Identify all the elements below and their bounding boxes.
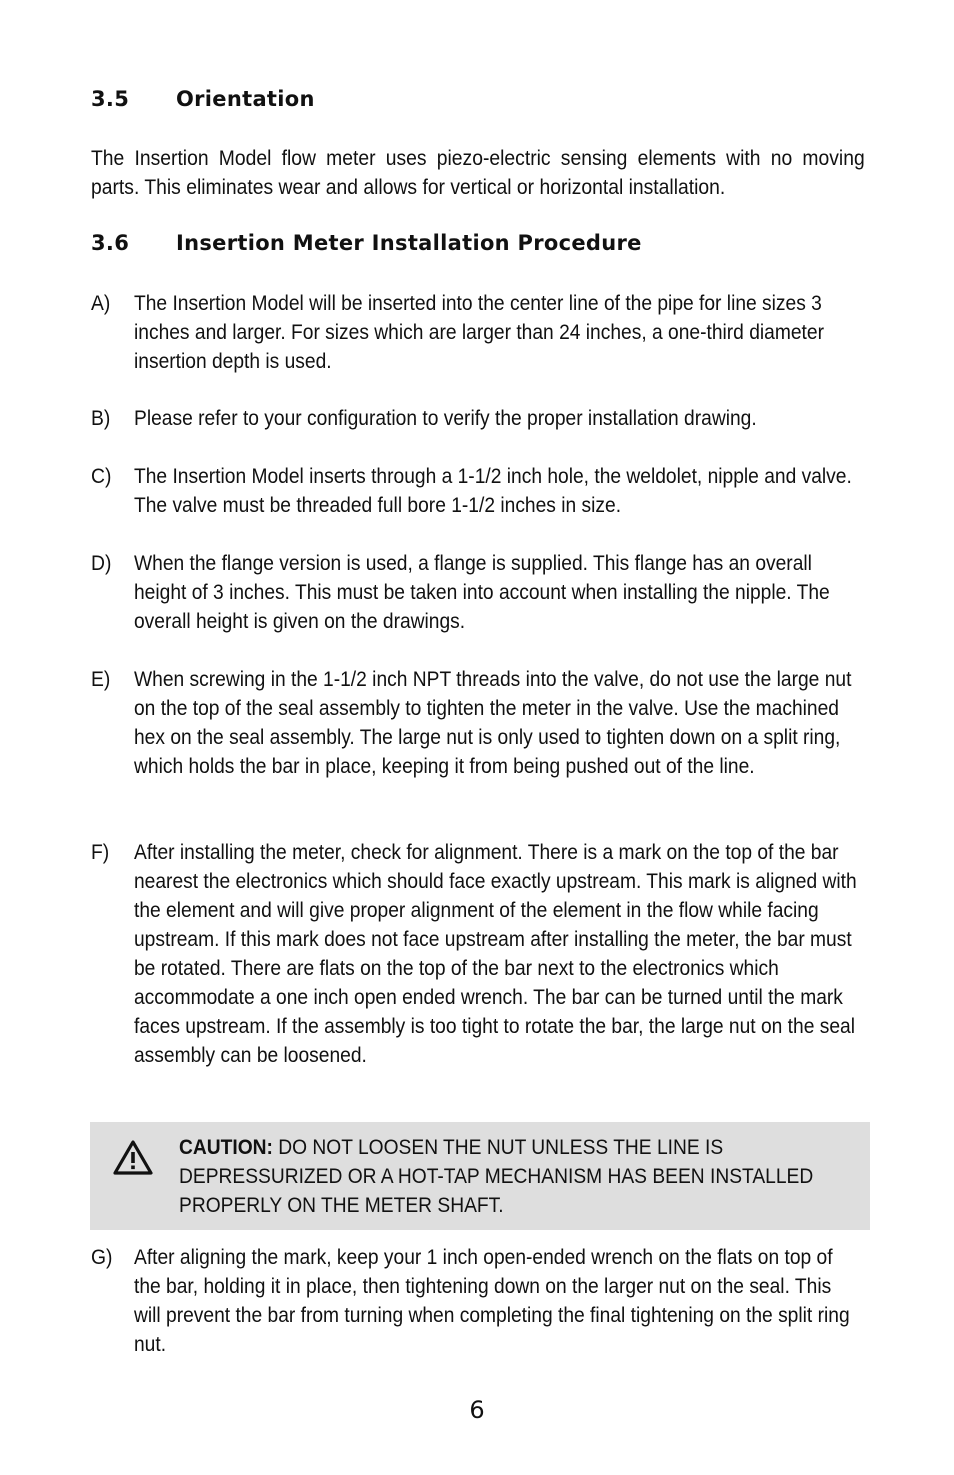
step-text: After aligning the mark, keep your 1 inch open-ended wrench on the flats on top of the bar, holding it in place, then tightening down on the larger nut on the seal. This will prevent the bar from turning when completing the final tightening on the split ring nut. [134, 1246, 850, 1356]
orientation-paragraph-text: The Insertion Model flow meter uses piezo-electric sensing elements with no moving parts. This eliminates wear and allows for vertical or horizontal installation. [91, 147, 865, 199]
section-heading-installation [91, 231, 642, 255]
step-letter: A) [91, 292, 111, 315]
caution-box [90, 1122, 870, 1230]
step-letter: E) [91, 668, 111, 691]
caution-message: DO NOT LOOSEN THE NUT UNLESS THE LINE IS DEPRESSURIZED OR A HOT-TAP MECHANISM HAS BEEN INSTALLED PROPERLY ON THE METER SHAFT. [179, 1136, 814, 1217]
step-letter: C) [91, 465, 112, 488]
section-heading-orientation [91, 87, 315, 111]
step-text: Please refer to your configuration to verify the proper installation drawing. [134, 407, 757, 430]
caution-label: CAUTION: [179, 1136, 273, 1159]
step-letter: B) [91, 407, 111, 430]
step-text: The Insertion Model will be inserted into the center line of the pipe for line sizes 3 inches and larger. For sizes which are larger than 24 inches, a one-third diameter insertion depth is used. [134, 292, 824, 373]
step-letter: F) [91, 841, 110, 864]
section-title: Orientation [176, 87, 315, 111]
section-number: 3.5 [91, 87, 130, 111]
step-text: When the flange version is used, a flange is supplied. This flange has an overall height of 3 inches. This must be taken into account when installing the nipple. The overall height is given on the drawings. [134, 552, 830, 633]
section-number: 3.6 [91, 231, 130, 255]
step-text: When screwing in the 1-1/2 inch NPT threads into the valve, do not use the large nut on the top of the seal assembly to tighten the meter in the valve. Use the machined hex on the seal assembly. The large nut is only used to tighten down on a split ring, which holds the bar in place, keeping it from being pushed out of the line. [134, 668, 852, 778]
step-letter: G) [91, 1246, 113, 1269]
step-text: The Insertion Model inserts through a 1-1/2 inch hole, the weldolet, nipple and valve. The valve must be threaded full bore 1-1/2 inches in size. [134, 465, 852, 517]
section-title: Insertion Meter Installation Procedure [176, 231, 642, 255]
step-letter: D) [91, 552, 112, 575]
warning-triangle-icon [112, 1139, 154, 1177]
caution-text [179, 1133, 856, 1220]
page-number: 6 [469, 1396, 485, 1424]
orientation-paragraph [91, 144, 865, 202]
step-text: After installing the meter, check for alignment. There is a mark on the top of the bar nearest the electronics which should face exactly upstream. This mark is aligned with the element and will give proper alignment of the element in the flow while facing upstream. If this mark does not face upstream after installing the meter, the bar must be rotated. There are flats on the top of the bar next to the electronics which accommodate a one inch open ended wrench. The bar can be turned until the mark faces upstream. If the assembly is too tight to rotate the bar, the large nut on the seal assembly can be loosened. [134, 841, 857, 1067]
